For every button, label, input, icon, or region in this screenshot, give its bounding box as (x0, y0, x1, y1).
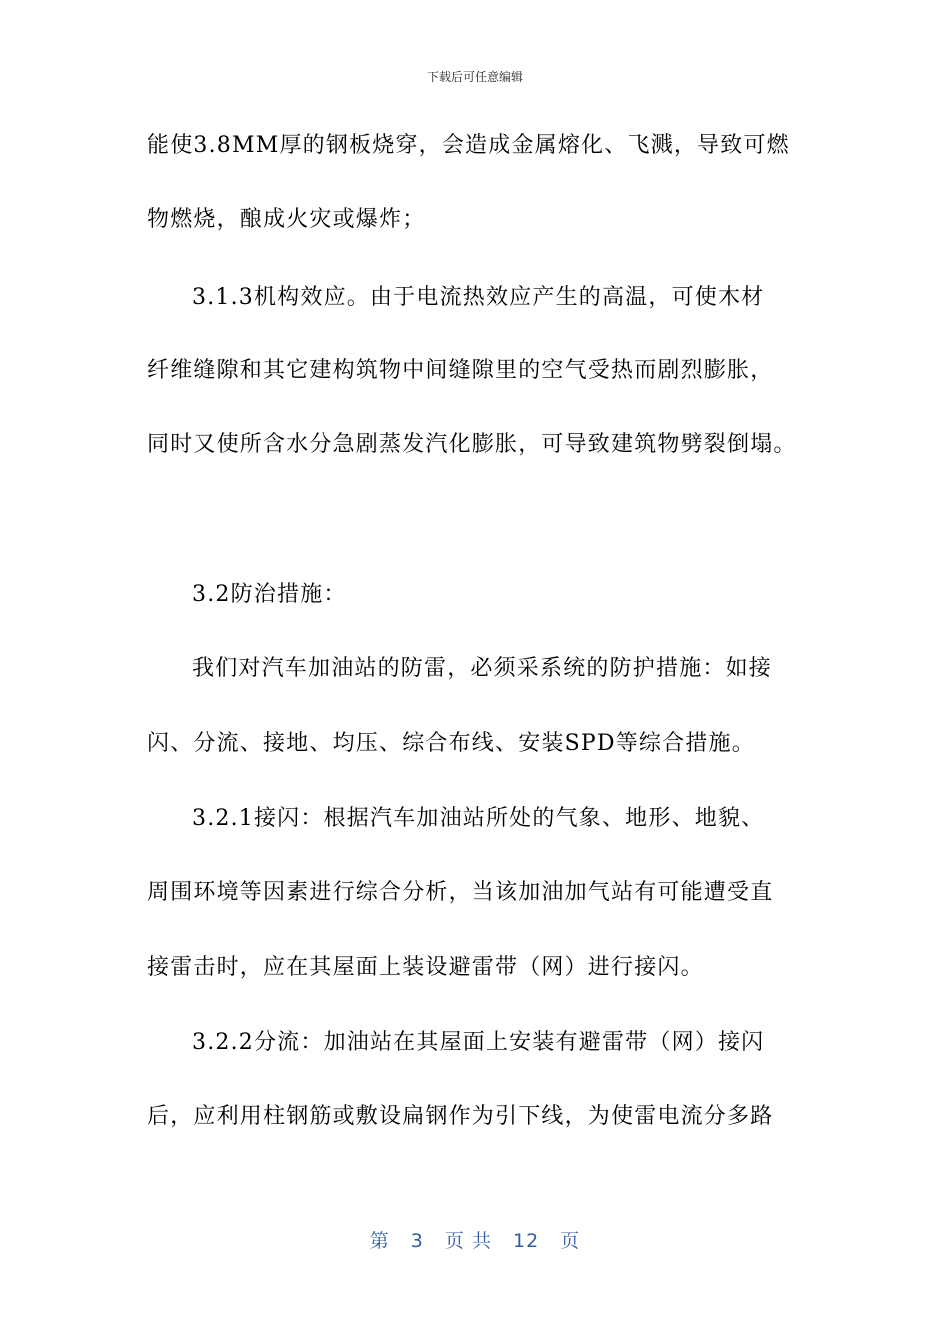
page-footer (0, 1226, 950, 1253)
body-line-7: 我们对汽车加油站的防雷，必须采系统的防护措施：如接 (192, 656, 773, 681)
body-line-4: 纤维缝隙和其它建构筑物中间缝隙里的空气受热而剧烈膨胀， (147, 358, 774, 383)
body-line-5: 同时又使所含水分急剧蒸发汽化膨胀，可导致建筑物劈裂倒塌。 (147, 432, 797, 457)
body-line-10: 周围环境等因素进行综合分析，当该加油加气站有可能遭受直 (147, 880, 774, 905)
body-line-12: 3.2.2分流：加油站在其屋面上安装有避雷带（网）接闪 (192, 1030, 765, 1055)
footer-suffix: 页 (560, 1230, 581, 1252)
section-heading: 3.2防治措施： (192, 582, 347, 607)
body-line-1: 能使3.8MM厚的钢板烧穿，会造成金属熔化、飞溅，导致可燃 (147, 133, 790, 158)
footer-prefix: 第 (369, 1230, 390, 1252)
body-line-3: 3.1.3机构效应。由于电流热效应产生的高温，可使木材 (192, 285, 765, 310)
page-header: 下载后可任意编辑 (426, 70, 523, 84)
body-line-11: 接雷击时，应在其屋面上装设避雷带（网）进行接闪。 (147, 955, 704, 980)
footer-middle: 页 共 (444, 1230, 492, 1252)
footer-total-pages: 12 (513, 1230, 540, 1252)
body-line-9: 3.2.1接闪：根据汽车加油站所处的气象、地形、地貌、 (192, 806, 765, 831)
body-line-8: 闪、分流、接地、均压、综合布线、安装SPD等综合措施。 (147, 731, 755, 756)
footer-page-number: 3 (410, 1230, 424, 1252)
body-line-2: 物燃烧，酿成火灾或爆炸； (147, 207, 426, 232)
body-line-13: 后，应利用柱钢筋或敷设扁钢作为引下线，为使雷电流分多路 (147, 1104, 774, 1129)
